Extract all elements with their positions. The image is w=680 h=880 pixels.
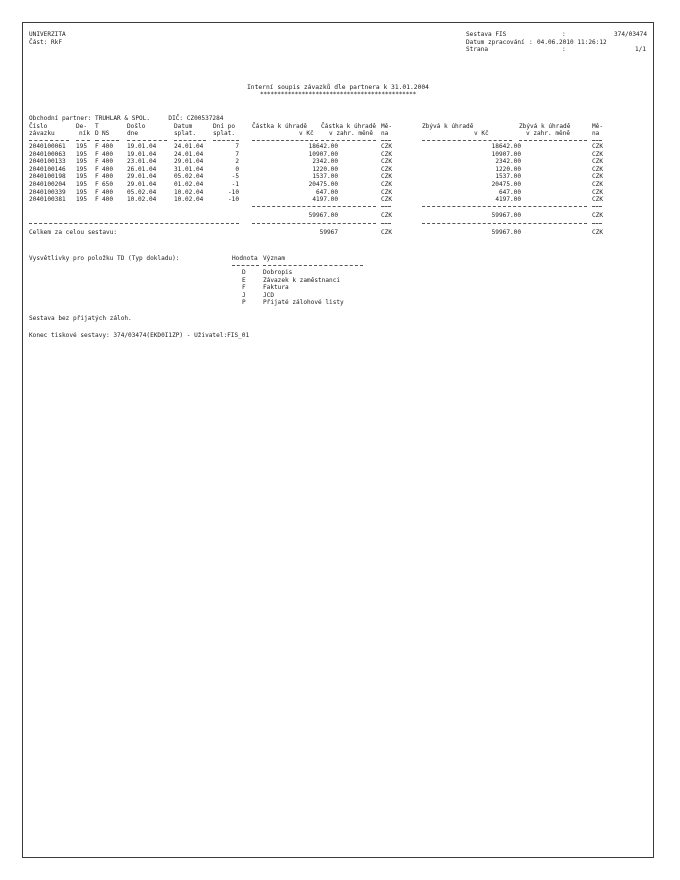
cell-mena: CZK <box>381 181 393 188</box>
col-denik: De- <box>76 122 88 130</box>
cell-mena: CZK <box>381 196 393 204</box>
subtotal-rule-a <box>252 206 376 207</box>
col2-vkc-zbyva: v Kč <box>474 130 489 137</box>
cell-splat: 10.02.04 <box>174 188 204 196</box>
strana-label: Strana <box>466 46 489 53</box>
cell-cislo: 2040100061 <box>29 143 66 150</box>
datum-sep: : <box>529 38 533 46</box>
sestava-label: Sestava FIS <box>466 31 507 38</box>
col2-nik: ník <box>79 130 91 137</box>
cell-mena2: CZK <box>592 165 604 173</box>
col2-zavazku: závazku <box>29 130 55 137</box>
cell-doslo: 29.01.04 <box>127 173 157 181</box>
cell-castka: 4197.00 <box>312 196 338 204</box>
grand-total-mena: CZK <box>381 229 393 236</box>
col-td: T <box>95 122 99 130</box>
strana-sep: : <box>562 46 566 53</box>
cell-castka: 20475.00 <box>308 181 338 188</box>
legend-code: E <box>242 276 246 284</box>
col2-na: na <box>381 130 389 137</box>
subtotal-mena: CZK <box>381 212 393 219</box>
col2-splat-dni: splat. <box>213 130 236 137</box>
cell-zbyva: 1220.00 <box>495 165 521 173</box>
cell-denik: 195 <box>76 188 88 196</box>
cell-castka: 1220.00 <box>312 165 338 173</box>
cell-cislo: 2040100146 <box>29 165 66 173</box>
legend-code: J <box>242 291 246 299</box>
cell-splat: 05.02.04 <box>174 173 204 181</box>
cell-ns: 400 <box>102 188 114 196</box>
cell-td: F <box>95 188 99 196</box>
cell-td: F <box>95 158 99 166</box>
cell-ns: 400 <box>102 150 114 158</box>
cell-mena: CZK <box>381 188 393 196</box>
cell-zbyva: 4197.00 <box>495 196 521 204</box>
cell-td: F <box>95 150 99 158</box>
col2-zahr-zbyva: v zahr. měně <box>526 130 571 137</box>
subtotal-rule-d <box>592 206 602 207</box>
col2-splat: splat. <box>174 130 197 137</box>
datum-value: 04.06.2010 11:26:12 <box>537 38 607 46</box>
cell-splat: 01.02.04 <box>174 181 204 188</box>
legend-intro: Vysvětlivky pro položku TD (Typ dokladu): <box>29 255 180 262</box>
cell-ns: 400 <box>102 196 114 204</box>
cell-dni: 2 <box>235 158 239 166</box>
col-zbyva-kc: Zbývá k úhradě <box>422 122 474 130</box>
cell-dni: -1 <box>231 181 239 188</box>
cell-zbyva: 2342.00 <box>495 158 521 166</box>
report-page <box>22 22 654 858</box>
legend-label: Závazek k zaměstnanci <box>263 276 341 284</box>
cell-zbyva: 20475.00 <box>491 181 521 188</box>
col2-dne: dne <box>127 130 139 137</box>
cell-zbyva: 10907.00 <box>491 150 521 158</box>
sestava-sep: : <box>562 31 566 38</box>
total-rule-b <box>252 223 376 224</box>
cell-denik: 195 <box>76 158 88 166</box>
cell-doslo: 19.01.04 <box>127 143 157 150</box>
cell-cislo: 2040100063 <box>29 150 66 158</box>
cell-td: F <box>95 196 99 204</box>
cell-mena2: CZK <box>592 173 604 181</box>
cell-dni: 7 <box>235 150 239 158</box>
col-datum: Datum <box>174 122 193 130</box>
strana-value: 1/1 <box>635 46 647 53</box>
cell-castka: 647.00 <box>315 188 338 196</box>
cell-doslo: 23.01.04 <box>127 158 157 166</box>
cell-dni: -10 <box>227 196 239 204</box>
total-rule-a <box>29 223 239 224</box>
cell-cislo: 2040100133 <box>29 158 66 166</box>
cell-doslo: 19.01.04 <box>127 150 157 158</box>
subtotal-rule-c <box>422 206 587 207</box>
cell-castka: 18642.00 <box>308 143 338 150</box>
col2-ns: NS <box>102 130 110 137</box>
cell-mena: CZK <box>381 158 393 166</box>
cell-mena2: CZK <box>592 188 604 196</box>
cell-ns: 650 <box>102 181 114 188</box>
cell-td: F <box>95 173 99 181</box>
subtotal-rule-b <box>381 206 391 207</box>
legend-code: F <box>242 284 246 292</box>
col2-d: D <box>95 130 99 137</box>
cell-splat: 24.01.04 <box>174 150 204 158</box>
cell-td: F <box>95 143 99 150</box>
header-org: UNIVERZITA <box>29 31 66 38</box>
cell-mena: CZK <box>381 173 393 181</box>
cell-cislo: 2040100204 <box>29 181 66 188</box>
grand-total-zbyva: 59967.00 <box>491 229 521 236</box>
cell-zbyva: 647.00 <box>498 188 521 196</box>
subtotal-castka: 59967.00 <box>308 212 338 219</box>
legend-rule-a <box>232 265 259 266</box>
cell-doslo: 10.02.04 <box>127 196 157 204</box>
col-doslo: Došlo <box>127 122 146 130</box>
legend-code: P <box>242 299 246 307</box>
cell-dni: -5 <box>231 173 239 181</box>
grand-total-mena2: CZK <box>592 229 604 236</box>
cell-doslo: 26.01.04 <box>127 165 157 173</box>
legend-label: Přijaté zálohové listy <box>263 299 344 307</box>
cell-mena: CZK <box>381 150 393 158</box>
cell-mena2: CZK <box>592 196 604 204</box>
cell-splat: 10.02.04 <box>174 196 204 204</box>
col2-na2: na <box>592 130 600 137</box>
cell-mena: CZK <box>381 143 393 150</box>
subtotal-zbyva: 59967.00 <box>491 212 521 219</box>
cell-dni: 7 <box>235 143 239 150</box>
legend-label: JCD <box>263 291 275 299</box>
col2-vkc: v Kč <box>299 130 314 137</box>
report-footer: Konec tiskové sestavy: 374/03474(EKD0I1ZP) - Uživatel:FIS_01 <box>29 332 250 339</box>
cell-doslo: 29.01.04 <box>127 181 157 188</box>
cell-mena2: CZK <box>592 143 604 150</box>
cell-dni: 0 <box>235 165 239 173</box>
col-cislo: Číslo <box>29 122 48 130</box>
legend-label: Faktura <box>263 284 289 292</box>
legend-code: D <box>242 269 246 276</box>
cell-ns: 400 <box>102 143 114 150</box>
total-rule-c <box>381 223 391 224</box>
header-part: Část: RkF <box>29 38 63 46</box>
col-dni: Dní po <box>213 122 236 130</box>
cell-castka: 1537.00 <box>312 173 338 181</box>
cell-splat: 31.01.04 <box>174 165 204 173</box>
report-note: Sestava bez přijatých záloh. <box>29 315 132 322</box>
cell-denik: 195 <box>76 196 88 204</box>
report-title: Interní soupis závazků dle partnera k 31.01.2004 <box>247 84 429 91</box>
col-mena2: Mě- <box>592 122 604 130</box>
col-castka-zahr: Částka k úhradě <box>321 122 377 130</box>
partner-line: Obchodní partner: TRUHLAR & SPOL. DIČ: CZ00537284 <box>29 115 224 122</box>
cell-mena: CZK <box>381 165 393 173</box>
legend-label: Dobropis <box>263 269 293 276</box>
subtotal-mena2: CZK <box>592 212 604 219</box>
cell-denik: 195 <box>76 165 88 173</box>
col2-zahr: v zahr. měně <box>329 130 374 137</box>
cell-mena2: CZK <box>592 158 604 166</box>
cell-cislo: 2040100198 <box>29 173 66 181</box>
cell-zbyva: 18642.00 <box>491 143 521 150</box>
cell-doslo: 05.02.04 <box>127 188 157 196</box>
cell-mena2: CZK <box>592 150 604 158</box>
cell-ns: 400 <box>102 173 114 181</box>
cell-mena2: CZK <box>592 181 604 188</box>
col-castka-kc: Částka k úhradě <box>252 122 308 130</box>
total-rule-d <box>422 223 587 224</box>
cell-denik: 195 <box>76 143 88 150</box>
col-mena: Mě- <box>381 122 393 130</box>
cell-splat: 24.01.04 <box>174 143 204 150</box>
legend-rule-b <box>263 265 363 266</box>
cell-dni: -10 <box>227 188 239 196</box>
cell-cislo: 2040100381 <box>29 196 66 204</box>
legend-col-vyznam: Význam <box>263 255 286 262</box>
cell-splat: 29.01.04 <box>174 158 204 166</box>
cell-cislo: 2040100339 <box>29 188 66 196</box>
datum-label: Datum zpracování <box>466 38 525 46</box>
cell-td: F <box>95 165 99 173</box>
legend-col-hodnota: Hodnota <box>232 255 258 262</box>
cell-ns: 400 <box>102 165 114 173</box>
sestava-value: 374/03474 <box>614 31 648 38</box>
grand-total-label: Celkem za celou sestavu: <box>29 229 118 236</box>
col-zbyva-zahr: Zbývá k úhradě <box>519 122 571 130</box>
cell-ns: 400 <box>102 158 114 166</box>
grand-total-castka: 59967 <box>319 229 338 236</box>
cell-denik: 195 <box>76 173 88 181</box>
cell-denik: 195 <box>76 150 88 158</box>
title-underline: ********************************************* <box>259 91 417 98</box>
cell-castka: 10907.00 <box>308 150 338 158</box>
total-rule-e <box>592 223 602 224</box>
cell-td: F <box>95 181 99 188</box>
cell-zbyva: 1537.00 <box>495 173 521 181</box>
cell-denik: 195 <box>76 181 88 188</box>
cell-castka: 2342.00 <box>312 158 338 166</box>
